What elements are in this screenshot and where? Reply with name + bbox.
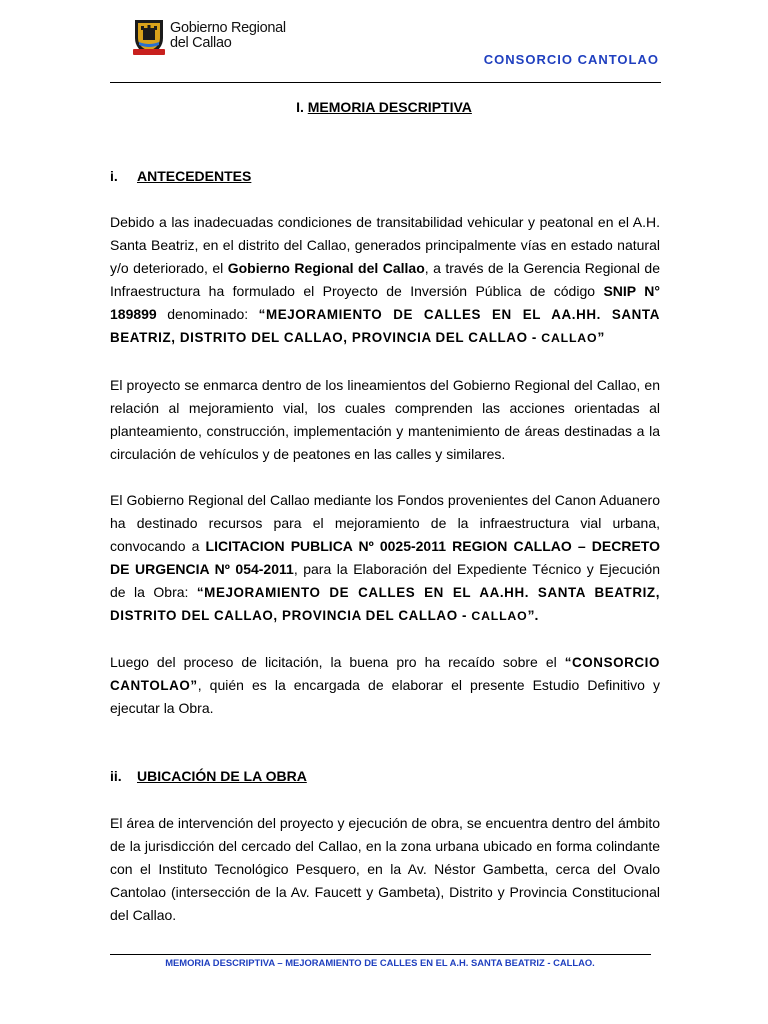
consortium-ref: “CONSORCIO CANTOLAO” bbox=[110, 655, 660, 693]
project-name-end: CALLAO bbox=[471, 609, 528, 623]
footer-divider bbox=[110, 954, 651, 955]
text-run: , quién es la encargada de elaborar el presente Estudio Definitivo y ejecutar la Obra. bbox=[110, 677, 660, 716]
paragraph-antecedentes-2: El proyecto se enmarca dentro de los lineamientos del Gobierno Regional del Callao, en relación al mejoramiento vial, los cuales comprenden las acciones orientadas al planteamiento, construcción, implementación y mantenimiento de áreas destinadas a la circulación de vehículos y de peatones en las calles y similares. bbox=[110, 377, 660, 462]
org-name-line2: del Callao bbox=[170, 35, 232, 51]
text-run: Debido a las inadecuadas condiciones de transitabilidad vehicular y peatonal en el A.H. Santa Beatriz, en el distrito del Callao, generados principalmente vías en estado natural y/o deteriorado, el bbox=[110, 214, 660, 276]
project-name: “MEJORAMIENTO DE CALLES EN EL AA.HH. SANTA BEATRIZ, DISTRITO DEL CALLAO, PROVINCIA DEL CALLAO - bbox=[110, 585, 661, 623]
paragraph-antecedentes-1 bbox=[110, 211, 660, 350]
text-run: El Gobierno Regional del Callao mediante los Fondos provenientes del Canon Aduanero ha destinado recursos para el mejoramiento de la infraestructura vial urbana, convocando a bbox=[110, 492, 660, 554]
page-header bbox=[110, 14, 661, 83]
project-name: “MEJORAMIENTO DE CALLES EN EL AA.HH. SANTA BEATRIZ, DISTRITO DEL CALLAO, PROVINCIA DEL CALLAO - bbox=[110, 307, 660, 345]
quote-close: ” bbox=[597, 329, 605, 345]
paragraph-antecedentes-3 bbox=[110, 489, 660, 628]
title-text: MEMORIA DESCRIPTIVA bbox=[307, 99, 472, 115]
text-run: denominado: bbox=[156, 306, 259, 322]
project-name-end: CALLAO bbox=[541, 331, 598, 345]
section-heading-antecedentes bbox=[110, 168, 251, 184]
section-heading-ubicacion bbox=[110, 768, 307, 784]
bold-run: Gobierno Regional del Callao bbox=[227, 260, 425, 276]
section-title: ANTECEDENTES bbox=[137, 168, 252, 184]
text-run: , para la Elaboración del Expediente Técnico y Ejecución de la Obra: bbox=[110, 561, 660, 600]
paragraph-ubicacion-1: El área de intervención del proyecto y ejecución de obra, se encuentra dentro del ámbito de la jurisdicción del cercado del Callao, en la zona urbana ubicado en forma colindante con el Instituto Tecnológico Pesquero, en la Av. Néstor Gambetta, cerca del Ovalo Cantolao (intersección de la Av. Faucett y Gambeta), Distrito y Provincia Constitucional del Callao. bbox=[110, 815, 660, 923]
consortium-name: CONSORCIO CANTOLAO bbox=[483, 52, 659, 67]
licitacion-ref: LICITACION PUBLICA Nº 0025-2011 REGION CALLAO – DECRETO DE URGENCIA Nº 054-2011 bbox=[110, 538, 660, 577]
text-run: , a través de la Gerencia Regional de Infraestructura ha formulado el Proyecto de Inversión Pública de código bbox=[110, 260, 661, 299]
page-title bbox=[0, 99, 768, 115]
snip-code: SNIP N° 189899 bbox=[110, 283, 660, 322]
org-name-line1: Gobierno Regional bbox=[170, 20, 286, 36]
title-prefix: I. bbox=[296, 99, 304, 115]
section-title: UBICACIÓN DE LA OBRA bbox=[137, 768, 307, 784]
gobierno-regional-logo bbox=[132, 16, 286, 56]
paragraph-antecedentes-4 bbox=[110, 651, 660, 720]
page-footer: MEMORIA DESCRIPTIVA – MEJORAMIENTO DE CALLES EN EL A.H. SANTA BEATRIZ - CALLAO. bbox=[165, 957, 595, 968]
quote-close: ”. bbox=[527, 607, 539, 623]
text-run: Luego del proceso de licitación, la buena pro ha recaído sobre el bbox=[110, 654, 565, 670]
callao-seal-icon bbox=[132, 16, 166, 56]
section-number: ii. bbox=[110, 768, 122, 784]
section-number: i. bbox=[110, 168, 118, 184]
